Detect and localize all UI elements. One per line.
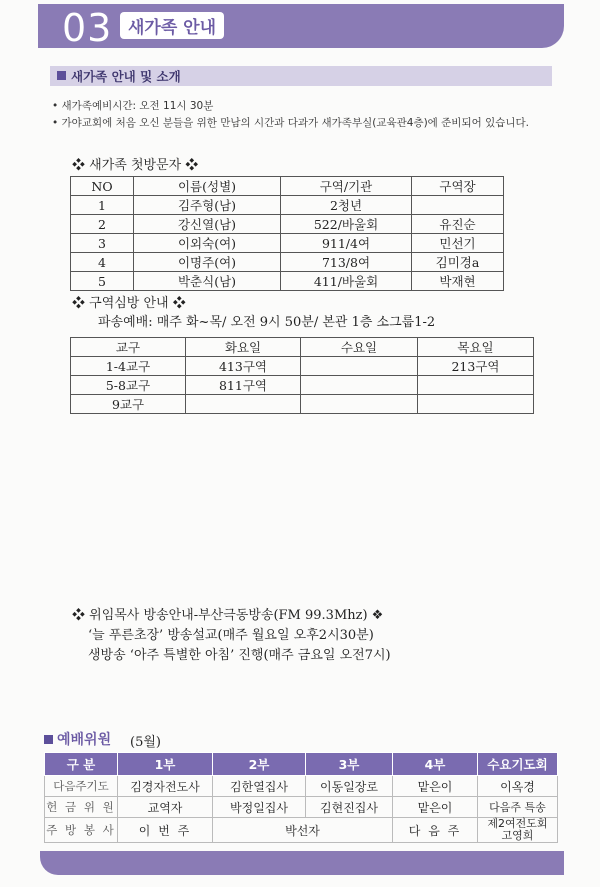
cell: 2청년 [281,196,412,215]
cell: 이 번 주 [118,818,213,843]
district-col-tue: 화요일 [186,338,301,357]
cell: 4 [71,253,134,272]
cell: 교역자 [118,797,213,818]
cell: 이동일장로 [306,776,393,797]
worship-col-wed: 수요기도회 [478,753,558,776]
cell: 2 [71,215,134,234]
district-table [70,337,534,414]
cell: 9교구 [71,395,186,414]
district-title: ❖ 구역심방 안내 ❖ [72,296,186,311]
worship-header-row [45,753,558,776]
district-header-row [71,338,534,357]
table-row [71,196,504,215]
cell [186,395,301,414]
cell: 1-4교구 [71,357,186,376]
cell: 다음주 특송 [478,797,558,818]
square-bullet-icon [44,735,53,744]
header-title-box [120,12,224,39]
cell: 박정일집사 [213,797,306,818]
row-label: 주 방 봉 사 [45,818,118,843]
row-label: 헌 금 위 원 [45,797,118,818]
cell: 박춘식(남) [134,272,281,291]
cell: 김주형(남) [134,196,281,215]
district-col-wed: 수요일 [301,338,418,357]
cell: 911/4여 [281,234,412,253]
intro-section-title: 새가족 안내 및 소개 [71,69,181,84]
cell [478,818,558,843]
cell [412,196,504,215]
visitors-table [70,176,504,291]
cell: 3 [71,234,134,253]
header-band [38,4,564,48]
table-row [71,234,504,253]
cell: 1 [71,196,134,215]
worship-table [44,752,558,843]
worship-col-2: 2부 [213,753,306,776]
footer-band [40,851,564,875]
worship-col-category: 구 분 [45,753,118,776]
table-row [71,253,504,272]
cell: 다 음 주 [393,818,478,843]
cell: 522/바울회 [281,215,412,234]
cell-line: 고영희 [501,829,534,842]
cell: 민선기 [412,234,504,253]
cell: 713/8여 [281,253,412,272]
table-row [45,797,558,818]
intro-bullet-2: • 가야교회에 처음 오신 분들을 위한 만남의 시간과 다과가 새가족부실(교육관4층)에 준비되어 있습니다. [52,117,529,129]
intro-bullet-1: • 새가족예비시간: 오전 11시 30분 [52,100,214,112]
cell: 맡은이 [393,797,478,818]
worship-col-3: 3부 [306,753,393,776]
visitors-col-leader: 구역장 [412,177,504,196]
cell-line: 제2여전도회 [487,817,548,830]
table-row [45,818,558,843]
cell: 5 [71,272,134,291]
visitors-title: ❖ 새가족 첫방문자 ❖ [72,158,199,173]
table-row [71,215,504,234]
visitors-col-district: 구역/기관 [281,177,412,196]
cell: 411/바울회 [281,272,412,291]
cell [301,357,418,376]
visitors-col-no: NO [71,177,134,196]
broadcast-line-2: ‘늘 푸른초장’ 방송설교(매주 월요일 오후2시30분) [88,628,374,643]
broadcast-line-1: ❖ 위임목사 방송안내-부산극동방송(FM 99.3Mhz) ❖ [72,608,384,623]
cell: 김미경a [412,253,504,272]
cell: 811구역 [186,376,301,395]
visitors-header-row [71,177,504,196]
cell: 김현진집사 [306,797,393,818]
cell: 김경자전도사 [118,776,213,797]
cell [418,376,534,395]
row-label: 다음주기도 [45,776,118,797]
intro-section-bar [50,66,552,86]
cell: 박선자 [213,818,393,843]
cell: 유진순 [412,215,504,234]
cell [301,395,418,414]
cell: 213구역 [418,357,534,376]
table-row [71,357,534,376]
worship-col-4: 4부 [393,753,478,776]
broadcast-line-3: 생방송 ‘아주 특별한 아침’ 진행(매주 금요일 오전7시) [88,648,391,663]
page-title: 새가족 안내 [128,18,217,38]
square-bullet-icon [57,71,66,80]
cell: 맡은이 [393,776,478,797]
cell: 강신열(남) [134,215,281,234]
cell: 5-8교구 [71,376,186,395]
district-col-thu: 목요일 [418,338,534,357]
section-number: 03 [62,6,113,50]
worship-col-1: 1부 [118,753,213,776]
worship-title: 예배위원 [57,732,112,748]
table-row [71,376,534,395]
visitors-col-name: 이름(성별) [134,177,281,196]
cell [418,395,534,414]
cell: 이명주(여) [134,253,281,272]
cell: 413구역 [186,357,301,376]
cell: 이옥경 [478,776,558,797]
district-note: 파송예배: 매주 화~목/ 오전 9시 50분/ 본관 1층 소그룹1-2 [98,315,436,330]
table-row [71,395,534,414]
cell: 김한열집사 [213,776,306,797]
cell: 박재현 [412,272,504,291]
table-row [45,776,558,797]
cell [301,376,418,395]
district-col-parish: 교구 [71,338,186,357]
cell: 이외숙(여) [134,234,281,253]
table-row [71,272,504,291]
worship-month: (5월) [130,735,161,750]
